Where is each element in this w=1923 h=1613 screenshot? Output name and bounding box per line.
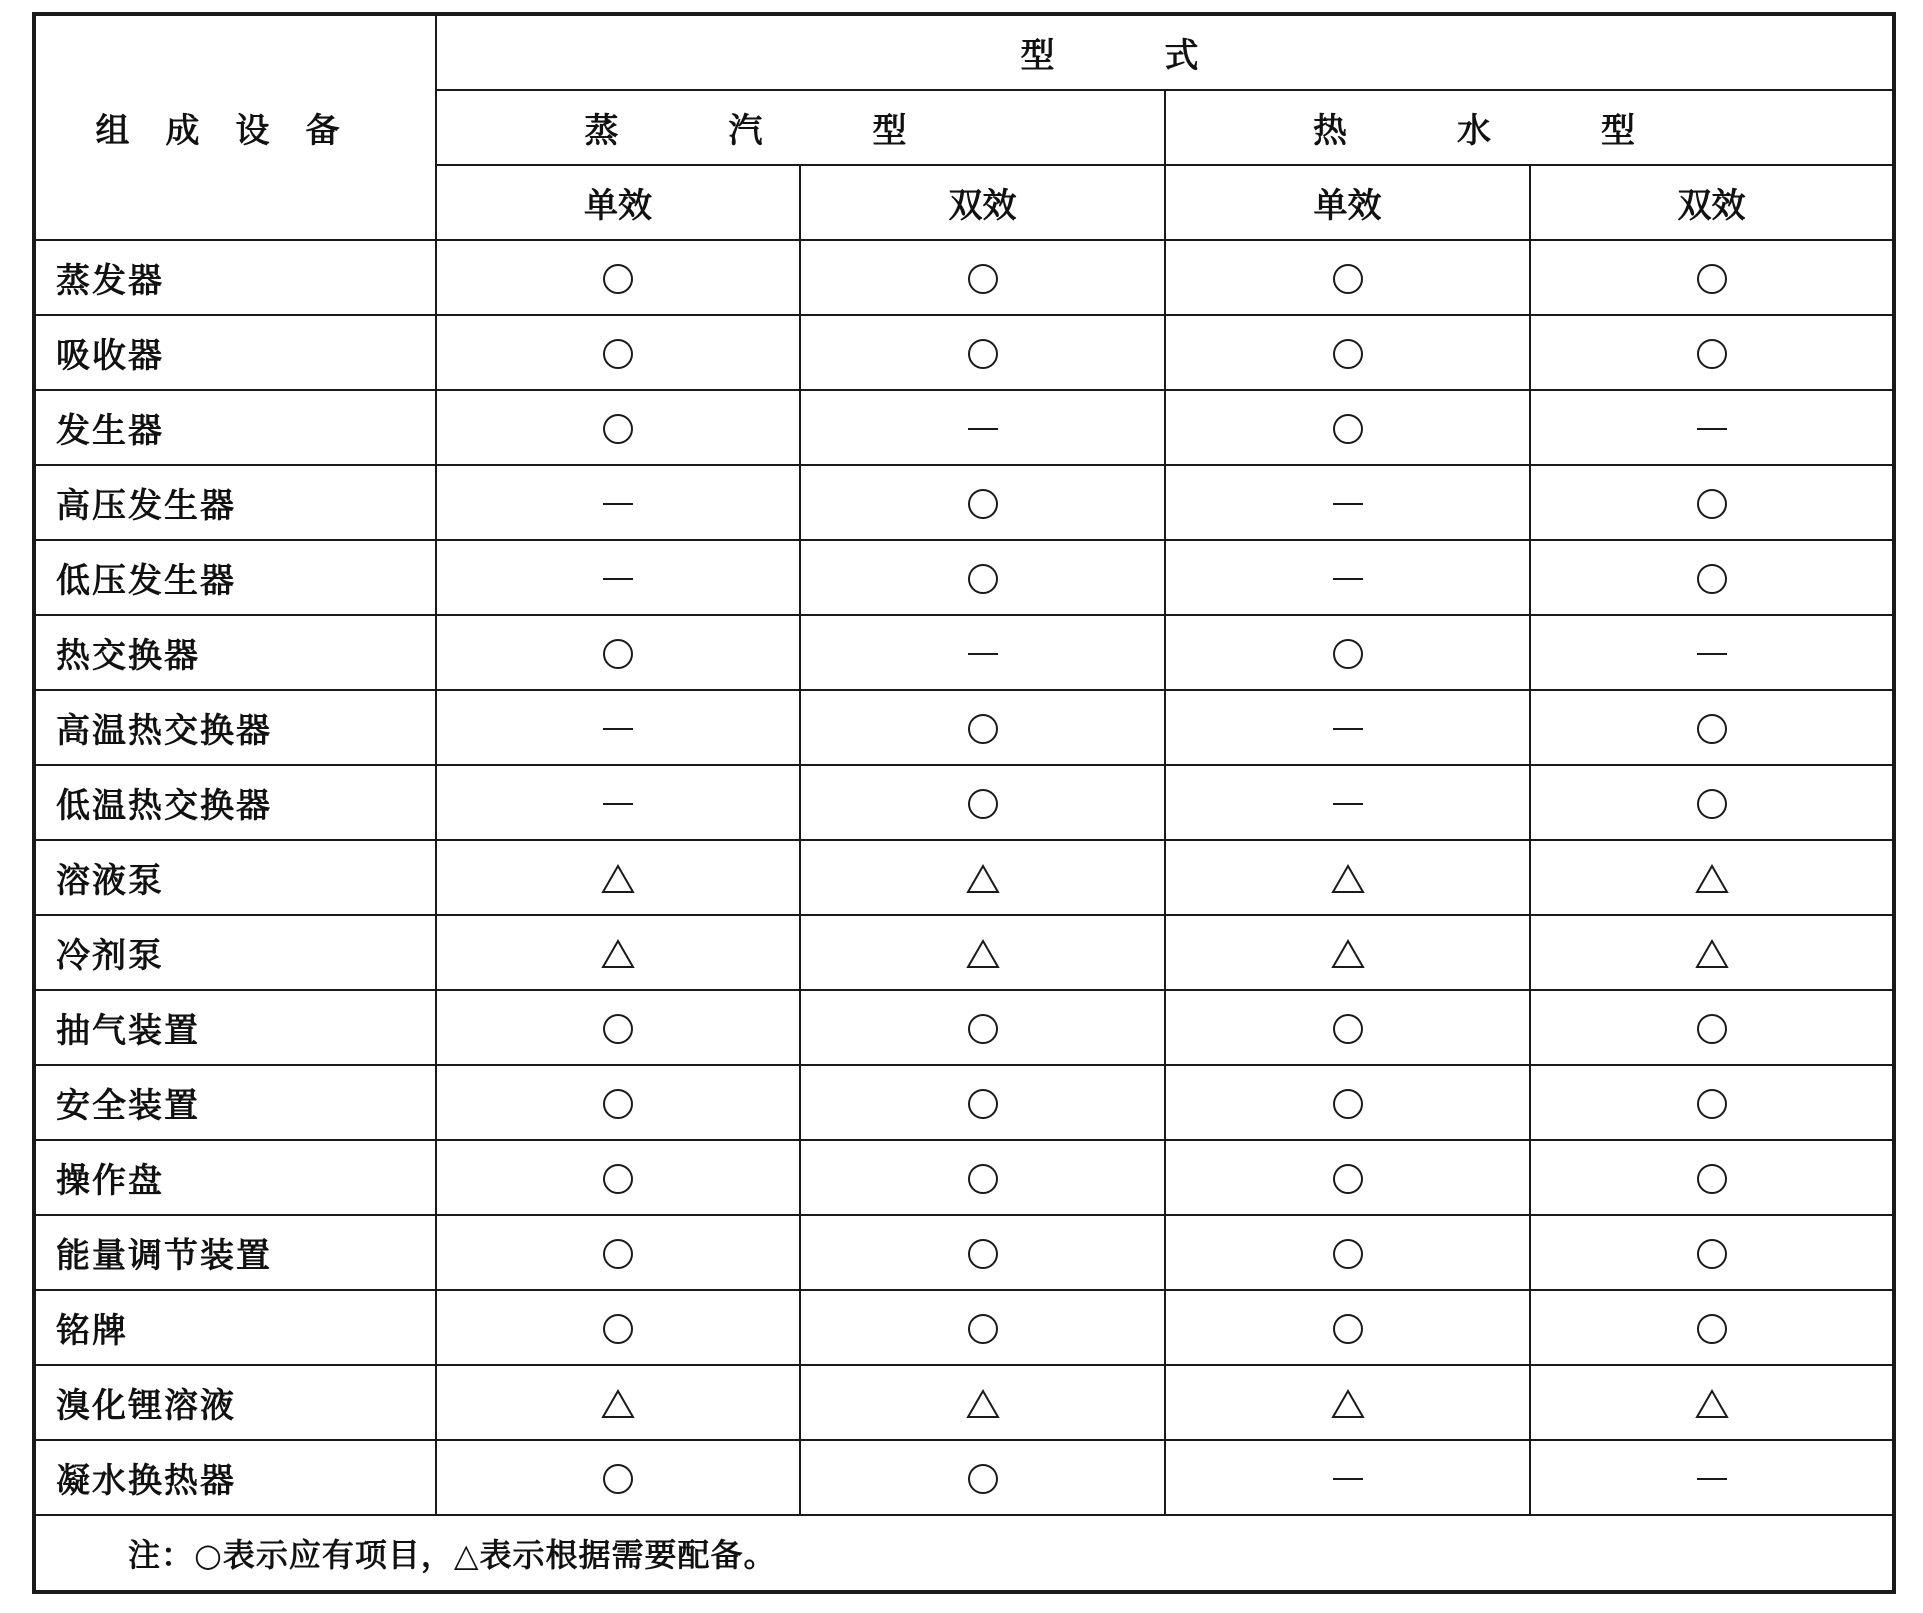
circle-required-icon [968, 264, 998, 294]
triangle-optional-icon [1331, 939, 1365, 969]
triangle-optional-icon [966, 864, 1000, 894]
dash-not-applicable-icon [968, 653, 998, 655]
equipment-name-cell: 溴化锂溶液 [34, 1365, 436, 1440]
hotwater-double-mark-cell [1530, 990, 1894, 1065]
triangle-optional-icon [966, 939, 1000, 969]
equipment-name-cell: 能量调节装置 [34, 1215, 436, 1290]
circle-required-icon [603, 1464, 633, 1494]
equipment-name-cell: 冷剂泵 [34, 915, 436, 990]
dash-not-applicable-icon [1697, 653, 1727, 655]
circle-required-icon [968, 714, 998, 744]
triangle-optional-icon [1331, 864, 1365, 894]
dash-not-applicable-icon [1333, 578, 1363, 580]
table-row [34, 990, 1894, 1065]
circle-required-icon [968, 1464, 998, 1494]
equipment-name-cell: 高温热交换器 [34, 690, 436, 765]
hotwater-double-mark-cell [1530, 1065, 1894, 1140]
steam-double-mark-cell [800, 1440, 1165, 1515]
dash-not-applicable-icon [1333, 803, 1363, 805]
dash-not-applicable-icon [1333, 1478, 1363, 1480]
equipment-name-cell: 吸收器 [34, 315, 436, 390]
dash-not-applicable-icon [1697, 428, 1727, 430]
circle-required-icon [1697, 339, 1727, 369]
dash-not-applicable-icon [603, 803, 633, 805]
equipment-name-cell: 铭牌 [34, 1290, 436, 1365]
hotwater-double-effect-header: 双效 [1530, 165, 1894, 240]
table-row [34, 840, 1894, 915]
dash-not-applicable-icon [1333, 728, 1363, 730]
steam-single-mark-cell [436, 840, 800, 915]
circle-required-icon [968, 1014, 998, 1044]
circle-required-icon [603, 264, 633, 294]
table-row [34, 1440, 1894, 1515]
steam-double-mark-cell [800, 540, 1165, 615]
table-row [34, 540, 1894, 615]
equipment-name-cell: 凝水换热器 [34, 1440, 436, 1515]
circle-required-icon [1333, 1314, 1363, 1344]
steam-double-mark-cell [800, 390, 1165, 465]
circle-required-icon [603, 1239, 633, 1269]
steam-single-mark-cell [436, 540, 800, 615]
triangle-optional-icon [966, 1389, 1000, 1419]
triangle-optional-icon [601, 939, 635, 969]
equipment-name-cell: 高压发生器 [34, 465, 436, 540]
steam-single-mark-cell [436, 315, 800, 390]
circle-required-icon [603, 1089, 633, 1119]
steam-double-mark-cell [800, 615, 1165, 690]
table-row [34, 240, 1894, 315]
hotwater-double-mark-cell [1530, 1215, 1894, 1290]
circle-required-icon [603, 339, 633, 369]
steam-double-mark-cell [800, 840, 1165, 915]
dash-not-applicable-icon [603, 728, 633, 730]
equipment-name-cell: 低压发生器 [34, 540, 436, 615]
circle-required-icon [968, 564, 998, 594]
hotwater-single-mark-cell [1165, 1365, 1530, 1440]
circle-required-icon [1333, 1014, 1363, 1044]
circle-required-icon [968, 1239, 998, 1269]
circle-required-icon [1697, 264, 1727, 294]
steam-single-mark-cell [436, 1065, 800, 1140]
circle-required-icon [968, 1314, 998, 1344]
hotwater-single-mark-cell [1165, 1140, 1530, 1215]
circle-required-icon [1333, 414, 1363, 444]
steam-double-mark-cell [800, 915, 1165, 990]
triangle-optional-icon [601, 1389, 635, 1419]
table-body [34, 240, 1894, 1515]
hotwater-single-mark-cell [1165, 915, 1530, 990]
hotwater-single-effect-header: 单效 [1165, 165, 1530, 240]
steam-single-mark-cell [436, 240, 800, 315]
steam-group-header: 蒸汽型 [436, 90, 1165, 165]
dash-not-applicable-icon [1333, 503, 1363, 505]
table-note: 注：○表示应有项目，△表示根据需要配备。 [34, 1515, 1894, 1592]
triangle-optional-icon [601, 864, 635, 894]
steam-single-mark-cell [436, 1440, 800, 1515]
dash-not-applicable-icon [1697, 1478, 1727, 1480]
circle-required-icon [1333, 339, 1363, 369]
circle-required-icon [1697, 564, 1727, 594]
steam-single-effect-header: 单效 [436, 165, 800, 240]
triangle-optional-icon [1695, 1389, 1729, 1419]
circle-required-icon [1697, 789, 1727, 819]
steam-single-mark-cell [436, 1215, 800, 1290]
circle-required-icon [968, 489, 998, 519]
steam-double-mark-cell [800, 1290, 1165, 1365]
hotwater-double-mark-cell [1530, 615, 1894, 690]
hotwater-single-mark-cell [1165, 1290, 1530, 1365]
equipment-name-cell: 安全装置 [34, 1065, 436, 1140]
equipment-name-cell: 溶液泵 [34, 840, 436, 915]
circle-required-icon [1333, 639, 1363, 669]
steam-single-mark-cell [436, 690, 800, 765]
steam-single-mark-cell [436, 990, 800, 1065]
circle-required-icon [968, 789, 998, 819]
circle-required-icon [1697, 1164, 1727, 1194]
circle-required-icon [603, 639, 633, 669]
hotwater-double-mark-cell [1530, 915, 1894, 990]
steam-double-mark-cell [800, 1140, 1165, 1215]
steam-double-mark-cell [800, 765, 1165, 840]
steam-single-mark-cell [436, 1365, 800, 1440]
equipment-column-header: 组成设备 [34, 14, 436, 240]
table-row [34, 465, 1894, 540]
circle-required-icon [1333, 1089, 1363, 1119]
equipment-name-cell: 热交换器 [34, 615, 436, 690]
hotwater-double-mark-cell [1530, 465, 1894, 540]
hotwater-single-mark-cell [1165, 615, 1530, 690]
hotwater-single-mark-cell [1165, 765, 1530, 840]
hotwater-group-header: 热水型 [1165, 90, 1894, 165]
hotwater-double-mark-cell [1530, 690, 1894, 765]
hotwater-single-mark-cell [1165, 390, 1530, 465]
table-header [34, 14, 1894, 240]
circle-required-icon [968, 1089, 998, 1119]
circle-required-icon [1697, 714, 1727, 744]
hotwater-single-mark-cell [1165, 1215, 1530, 1290]
table-row [34, 1290, 1894, 1365]
table-row [34, 315, 1894, 390]
circle-required-icon [1697, 1089, 1727, 1119]
circle-required-icon [968, 1164, 998, 1194]
steam-double-mark-cell [800, 1215, 1165, 1290]
hotwater-double-mark-cell [1530, 1440, 1894, 1515]
hotwater-single-mark-cell [1165, 990, 1530, 1065]
hotwater-single-mark-cell [1165, 690, 1530, 765]
circle-required-icon [1333, 1164, 1363, 1194]
hotwater-single-mark-cell [1165, 540, 1530, 615]
circle-required-icon [603, 1164, 633, 1194]
hotwater-double-mark-cell [1530, 315, 1894, 390]
hotwater-single-mark-cell [1165, 315, 1530, 390]
hotwater-double-mark-cell [1530, 1365, 1894, 1440]
hotwater-single-mark-cell [1165, 240, 1530, 315]
circle-required-icon [603, 1014, 633, 1044]
hotwater-single-mark-cell [1165, 840, 1530, 915]
circle-required-icon [1333, 1239, 1363, 1269]
table-row [34, 615, 1894, 690]
equipment-name-cell: 蒸发器 [34, 240, 436, 315]
triangle-optional-icon [1695, 864, 1729, 894]
hotwater-single-mark-cell [1165, 1440, 1530, 1515]
steam-double-mark-cell [800, 1365, 1165, 1440]
equipment-name-cell: 低温热交换器 [34, 765, 436, 840]
hotwater-double-mark-cell [1530, 840, 1894, 915]
steam-single-mark-cell [436, 465, 800, 540]
steam-double-mark-cell [800, 315, 1165, 390]
hotwater-single-mark-cell [1165, 465, 1530, 540]
equipment-table [32, 12, 1896, 1594]
triangle-optional-icon [1331, 1389, 1365, 1419]
circle-required-icon [603, 414, 633, 444]
steam-double-mark-cell [800, 1065, 1165, 1140]
steam-double-mark-cell [800, 990, 1165, 1065]
circle-required-icon [1697, 489, 1727, 519]
table-row [34, 390, 1894, 465]
circle-required-icon [1333, 264, 1363, 294]
hotwater-double-mark-cell [1530, 240, 1894, 315]
steam-single-mark-cell [436, 915, 800, 990]
equipment-name-cell: 操作盘 [34, 1140, 436, 1215]
circle-required-icon [1697, 1239, 1727, 1269]
table-row [34, 1215, 1894, 1290]
table-row [34, 690, 1894, 765]
table-row [34, 765, 1894, 840]
hotwater-double-mark-cell [1530, 390, 1894, 465]
steam-single-mark-cell [436, 1140, 800, 1215]
table-row [34, 915, 1894, 990]
circle-required-icon [1697, 1014, 1727, 1044]
steam-double-mark-cell [800, 240, 1165, 315]
dash-not-applicable-icon [603, 503, 633, 505]
circle-required-icon [603, 1314, 633, 1344]
steam-double-mark-cell [800, 690, 1165, 765]
steam-double-effect-header: 双效 [800, 165, 1165, 240]
table-row [34, 1365, 1894, 1440]
circle-required-icon [968, 339, 998, 369]
type-group-header: 型式 [436, 14, 1894, 90]
steam-single-mark-cell [436, 615, 800, 690]
hotwater-single-mark-cell [1165, 1065, 1530, 1140]
hotwater-double-mark-cell [1530, 1140, 1894, 1215]
circle-required-icon [1697, 1314, 1727, 1344]
equipment-name-cell: 发生器 [34, 390, 436, 465]
steam-single-mark-cell [436, 1290, 800, 1365]
triangle-optional-icon [1695, 939, 1729, 969]
hotwater-double-mark-cell [1530, 540, 1894, 615]
equipment-name-cell: 抽气装置 [34, 990, 436, 1065]
table-row [34, 1140, 1894, 1215]
hotwater-double-mark-cell [1530, 1290, 1894, 1365]
steam-double-mark-cell [800, 465, 1165, 540]
steam-single-mark-cell [436, 765, 800, 840]
steam-single-mark-cell [436, 390, 800, 465]
dash-not-applicable-icon [603, 578, 633, 580]
hotwater-double-mark-cell [1530, 765, 1894, 840]
dash-not-applicable-icon [968, 428, 998, 430]
table-row [34, 1065, 1894, 1140]
